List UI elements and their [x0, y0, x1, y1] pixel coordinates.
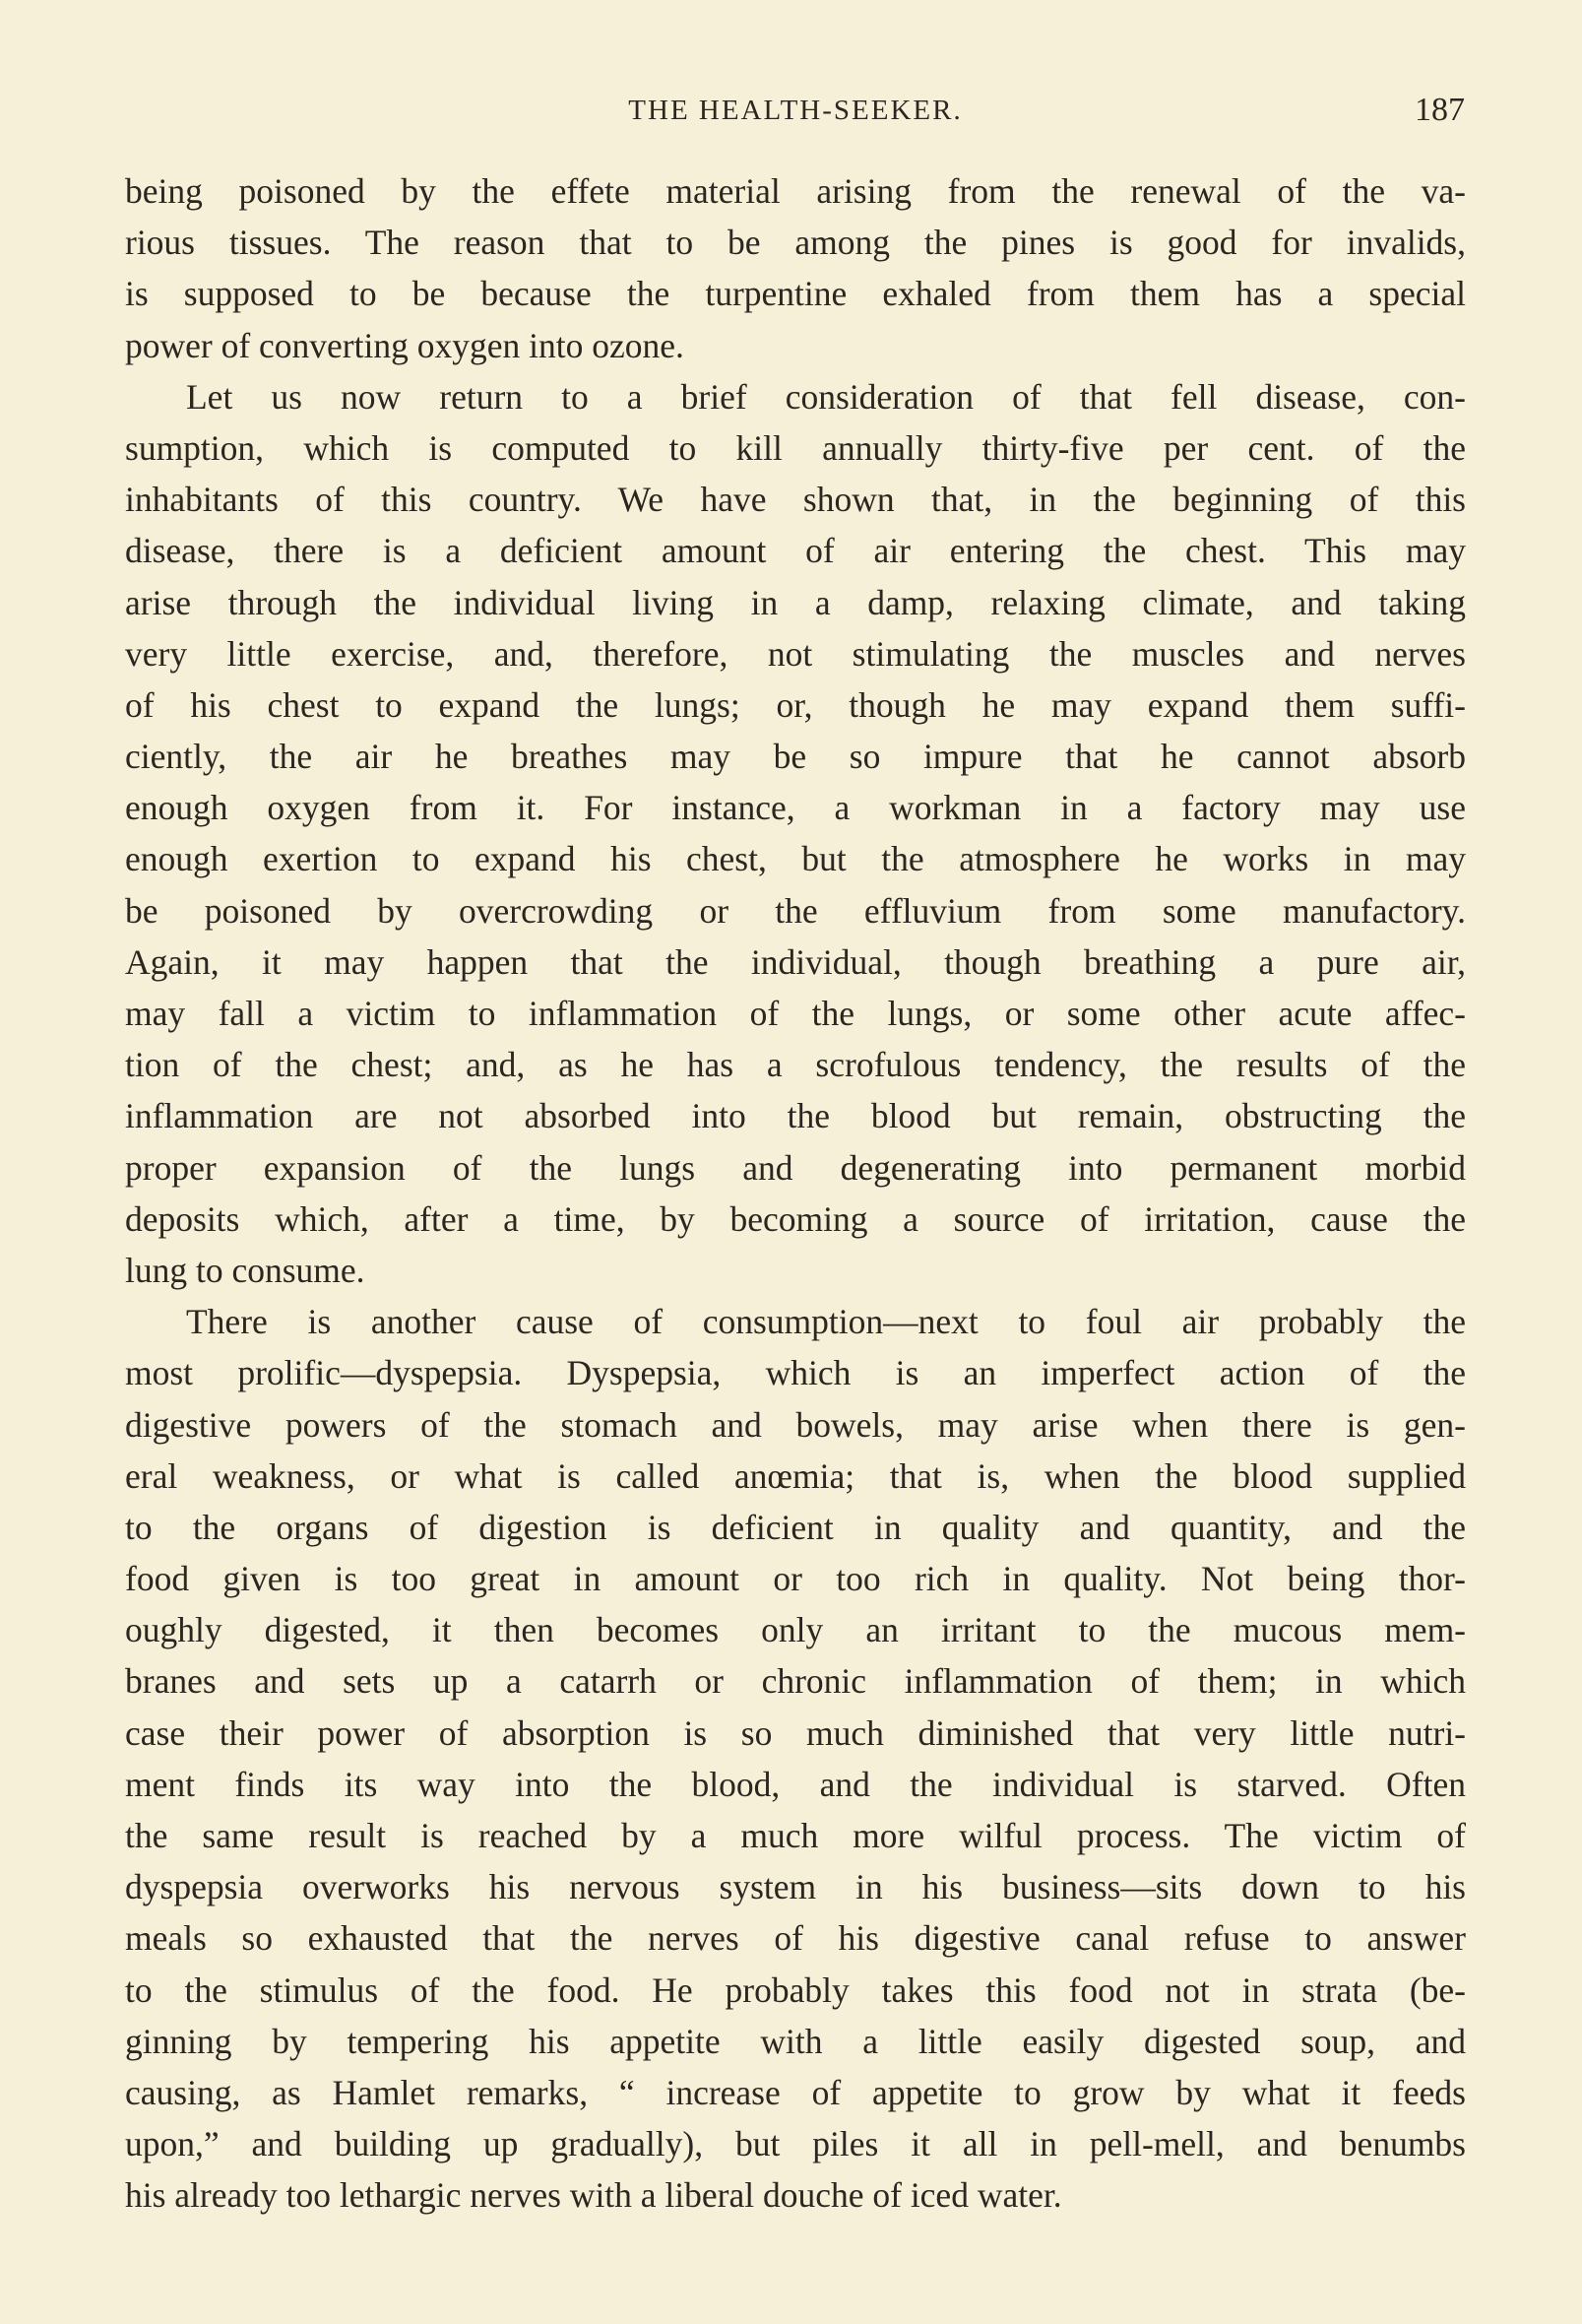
text-line: dyspepsia overworks his nervous system in his business—sits down to his [125, 1867, 1466, 1907]
text-line: proper expansion of the lungs and degenerating into permanent morbid [125, 1147, 1466, 1188]
text-line: ciently, the air he breathes may be so impure that he cannot absorb [125, 737, 1466, 777]
text-line: power of converting oxygen into ozone. [125, 325, 684, 365]
text-line: be poisoned by overcrowding or the effluvium from some manufactory. [125, 890, 1466, 931]
text-line: arise through the individual living in a damp, relaxing climate, and taking [125, 582, 1466, 622]
text-line: tion of the chest; and, as he has a scrofulous tendency, the results of the [125, 1045, 1466, 1085]
text-line: food given is too great in amount or too rich in quality. Not being thor- [125, 1559, 1466, 1599]
text-line: case their power of absorption is so much diminished that very little nutri- [125, 1712, 1466, 1753]
text-line: meals so exhausted that the nerves of his digestive canal refuse to answer [125, 1918, 1466, 1959]
text-line: to the organs of digestion is deficient in quality and quantity, and the [125, 1507, 1466, 1547]
text-line: branes and sets up a catarrh or chronic inflammation of them; in which [125, 1661, 1466, 1702]
text-line: digestive powers of the stomach and bowels, may arise when there is gen- [125, 1404, 1466, 1445]
text-line: inflammation are not absorbed into the blood but remain, obstructing the [125, 1096, 1466, 1136]
text-line: to the stimulus of the food. He probably takes this food not in strata (be- [125, 1969, 1466, 2010]
text-line: of his chest to expand the lungs; or, though he may expand them suffi- [125, 684, 1466, 725]
page-number: 187 [1415, 92, 1465, 128]
text-line: ment finds its way into the blood, and the individual is starved. Often [125, 1764, 1466, 1804]
text-line: lung to consume. [125, 1250, 365, 1290]
text-line: sumption, which is computed to kill annually thirty-five per cent. of the [125, 427, 1466, 468]
text-line: enough exertion to expand his chest, but the atmosphere he works in may [125, 839, 1466, 879]
text-line: may fall a victim to inflammation of the lungs, or some other acute affec- [125, 994, 1466, 1033]
text-line: disease, there is a deficient amount of air entering the chest. This may [125, 531, 1466, 571]
text-line: being poisoned by the effete material arising from the renewal of the va- [125, 171, 1466, 211]
text-line: is supposed to be because the turpentine exhaled from them has a special [125, 274, 1466, 314]
running-head [126, 91, 1465, 130]
text-line: causing, as Hamlet remarks, “ increase of appetite to grow by what it feeds [125, 2072, 1466, 2112]
text-line: his already too lethargic nerves with a liberal douche of iced water. [125, 2175, 1062, 2216]
body-text [125, 165, 1466, 2222]
text-line: most prolific—dyspepsia. Dyspepsia, which is an imperfect action of the [125, 1353, 1466, 1393]
text-line: deposits which, after a time, by becoming a source of irritation, cause the [125, 1198, 1466, 1239]
text-line: very little exercise, and, therefore, not stimulating the muscles and nerves [125, 633, 1466, 674]
text-line: inhabitants of this country. We have shown that, in the beginning of this [125, 480, 1466, 520]
text-line: Again, it may happen that the individual, though breathing a pure air, [125, 941, 1466, 982]
text-line: Let us now return to a brief consideration of that fell disease, con- [186, 376, 1466, 417]
text-line: the same result is reached by a much more wilful process. The victim of [125, 1816, 1466, 1855]
running-title: THE HEALTH-SEEKER. [628, 95, 963, 126]
text-line: rious tissues. The reason that to be among the pines is good for invalids, [125, 223, 1466, 263]
text-line: There is another cause of consumption—next to foul air probably the [186, 1302, 1466, 1342]
text-line: ginning by tempering his appetite with a little easily digested soup, and [125, 2021, 1466, 2061]
text-line: oughly digested, it then becomes only an irritant to the mucous mem- [125, 1610, 1466, 1650]
text-line: upon,” and building up gradually), but piles it all in pell-mell, and benumbs [125, 2124, 1466, 2164]
text-line: enough oxygen from it. For instance, a workman in a factory may use [125, 788, 1466, 828]
text-line: eral weakness, or what is called anœmia; that is, when the blood supplied [125, 1455, 1466, 1496]
